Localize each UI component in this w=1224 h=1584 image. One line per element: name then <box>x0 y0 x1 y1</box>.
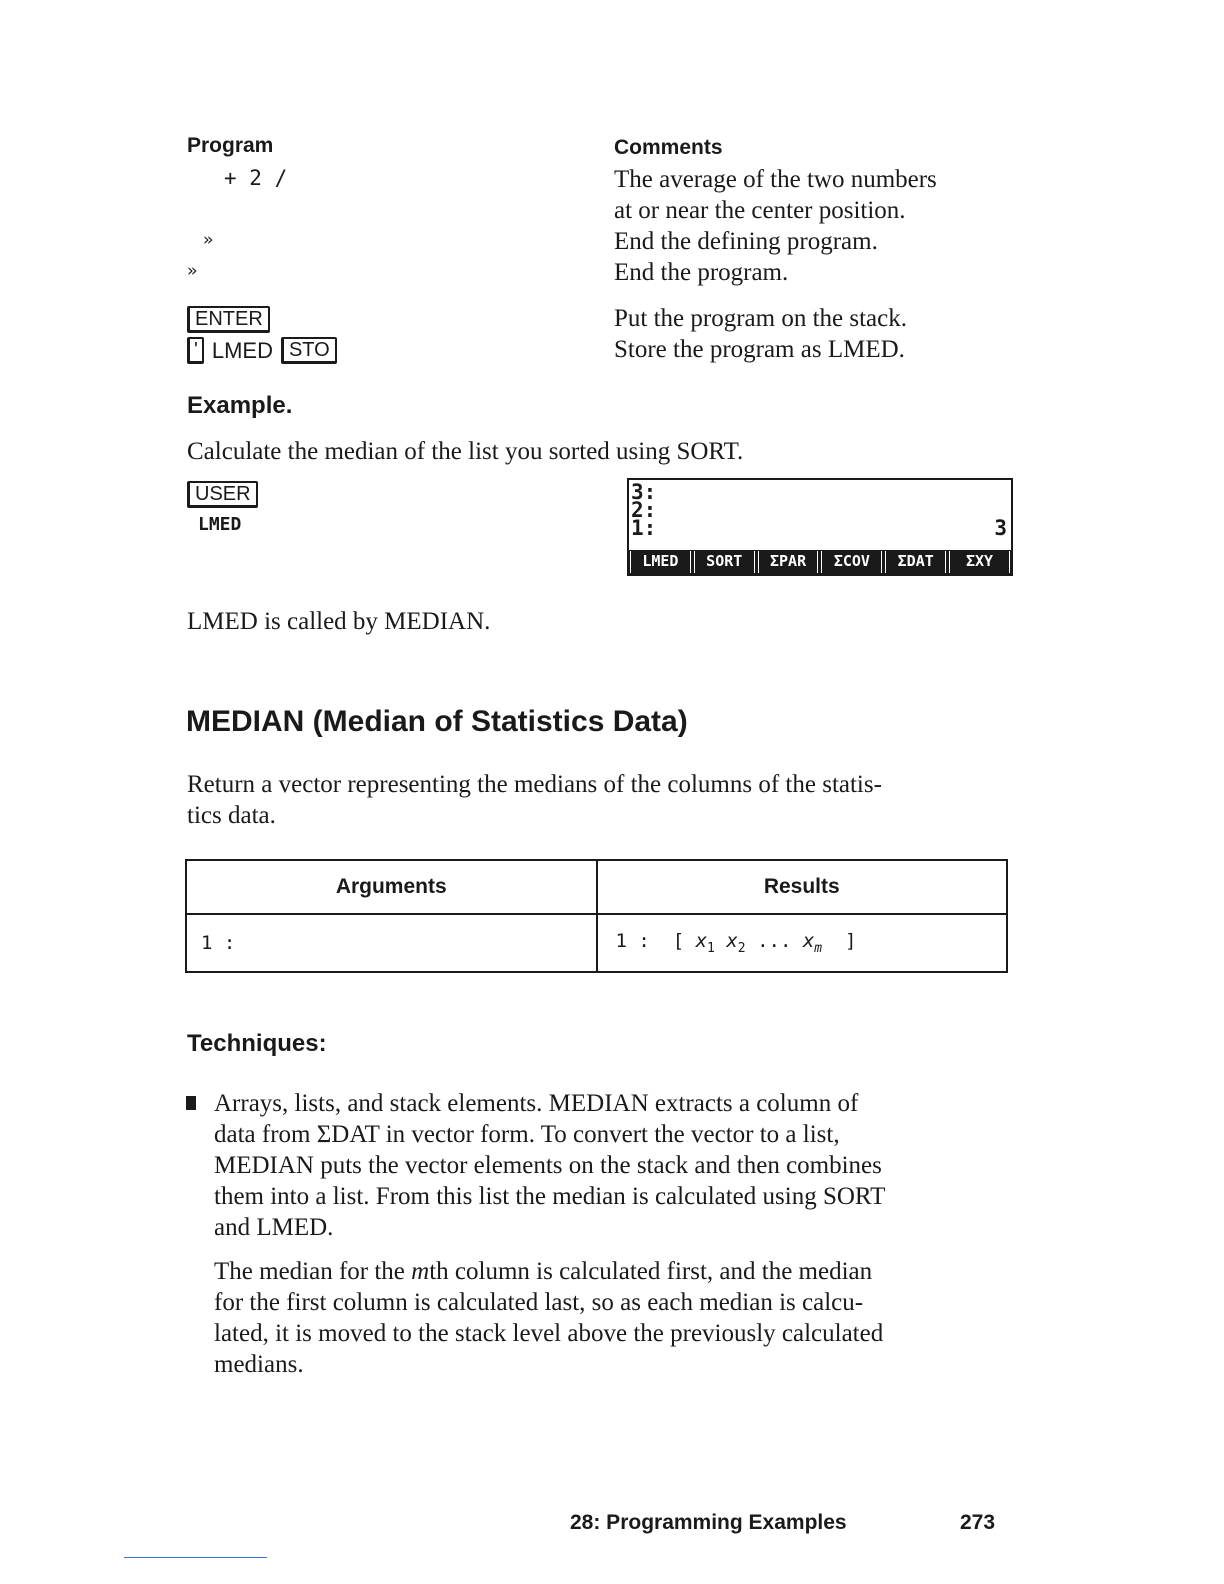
typed-command: LMED <box>198 514 242 535</box>
result-x1: x <box>695 930 708 953</box>
menu-key-spar[interactable]: ΣPAR <box>758 551 819 573</box>
description-line: tics data. <box>187 802 276 829</box>
menu-key-sort[interactable]: SORT <box>694 551 755 573</box>
example-note: LMED is called by MEDIAN. <box>187 608 491 635</box>
technique-line: Arrays, lists, and stack elements. MEDIAN extracts a column of <box>214 1090 859 1117</box>
technique-line: and LMED. <box>214 1214 334 1241</box>
menu-key-row <box>629 550 1011 574</box>
user-key: USER <box>187 481 258 508</box>
description-line: Return a vector representing the medians of the columns of the statis- <box>187 771 882 798</box>
technique-line: lated, it is moved to the stack level above the previously calculated <box>214 1320 884 1347</box>
store-row <box>187 337 337 364</box>
text-run: th column is calculated first, and the median <box>429 1258 873 1285</box>
comment-line: End the program. <box>614 259 789 286</box>
comment-line: The average of the two numbers <box>614 166 937 193</box>
program-header: Program <box>187 134 274 157</box>
user-key-row <box>187 481 258 508</box>
stack-level-2 <box>629 498 1011 522</box>
technique-line: them into a list. From this list the median is calculated using SORT <box>214 1183 886 1210</box>
result-sub1: 1 <box>707 940 715 956</box>
result-x2: x <box>726 930 738 953</box>
program-name: LMED <box>211 337 273 363</box>
stack-value: 3 <box>994 516 1007 540</box>
comment-line: Store the program as LMED. <box>614 336 905 363</box>
technique-line: medians. <box>214 1351 304 1378</box>
comment-line: Put the program on the stack. <box>614 305 907 332</box>
result-prefix: 1 : [ <box>615 930 685 953</box>
comment-line: End the defining program. <box>614 228 878 255</box>
results-header: Results <box>597 860 1008 914</box>
stack-label: 1: <box>631 516 657 540</box>
page-number: 273 <box>960 1511 996 1534</box>
menu-key-sxy[interactable]: ΣXY <box>949 551 1010 573</box>
footer-chapter: 28: Programming Examples <box>570 1511 847 1534</box>
program-code-line: + 2 / <box>224 166 288 190</box>
technique-line: MEDIAN puts the vector elements on the stack and then combines <box>214 1152 882 1179</box>
example-text: Calculate the median of the list you sorted using SORT. <box>187 438 744 465</box>
text-run: The median for the <box>214 1258 412 1285</box>
enter-key-row <box>187 306 270 333</box>
technique-line <box>214 1256 872 1287</box>
technique-line: for the first column is calculated last, so as each median is calcu- <box>214 1289 864 1316</box>
page-edge-line <box>124 1557 267 1558</box>
program-code-line: » <box>203 230 214 250</box>
comments-header: Comments <box>614 136 723 159</box>
result-dots: ... <box>757 930 792 953</box>
stack-level-3 <box>629 480 1011 504</box>
result-xm: x <box>802 930 815 953</box>
enter-key: ENTER <box>187 306 270 333</box>
comment-line: at or near the center position. <box>614 197 906 224</box>
stack-level-1 <box>629 516 1011 540</box>
calculator-display <box>627 478 1013 576</box>
result-close: ] <box>845 930 857 953</box>
arguments-header: Arguments <box>186 860 597 914</box>
section-title: MEDIAN (Median of Statistics Data) <box>186 705 688 738</box>
technique-line: data from ΣDAT in vector form. To convert the vector to a list, <box>214 1121 840 1148</box>
argument-cell: 1 : <box>186 914 597 972</box>
quote-key: ' <box>187 337 204 364</box>
techniques-heading: Techniques: <box>187 1030 327 1057</box>
example-heading: Example. <box>187 392 293 419</box>
menu-key-sdat[interactable]: ΣDAT <box>885 551 946 573</box>
stack-label: 2: <box>631 498 657 522</box>
program-code-line: » <box>187 261 198 281</box>
menu-key-scov[interactable]: ΣCOV <box>821 551 882 573</box>
italic-m: m <box>411 1258 430 1285</box>
result-cell <box>597 914 1008 972</box>
menu-key-lmed[interactable]: LMED <box>630 551 691 573</box>
stack-label: 3: <box>631 480 657 504</box>
sto-key: STO <box>281 337 337 364</box>
result-subm: m <box>814 940 823 956</box>
bullet-icon <box>186 1096 196 1110</box>
result-sub2: 2 <box>737 940 746 956</box>
stack-diagram-table <box>185 859 1008 973</box>
